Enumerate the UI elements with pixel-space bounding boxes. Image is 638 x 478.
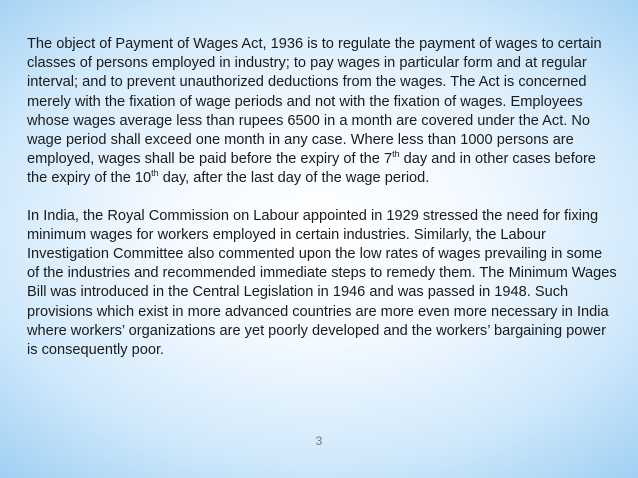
ordinal-suffix: th [392,149,400,160]
paragraph-1-text-a: The object of Payment of Wages Act, 1936 is to regulate the payment of wages to certain classes of persons employed in industry; to pay wages in particular form and at regular interval; and to prevent unauthorized deductions from the wages. The Act is concerned merely with the fixation of wage periods and not with the fixation of wages. Employees whose wages average less than rupees 6500 in a month are covered under the Act. No wage period shall exceed one month in any case. Where less than 1000 persons are employed, wages shall be paid before the expiry of the 7 [27,36,602,168]
page-number: 3 [315,434,323,448]
slide-body [27,35,617,360]
paragraph-1-text-c: day, after the last day of the wage period. [158,170,430,187]
paragraph-1-text-b: day and in other cases before the expiry of the 10 [27,151,596,187]
paragraph-payment-of-wages-act [27,35,617,189]
paragraph-minimum-wages: In India, the Royal Commission on Labour appointed in 1929 stressed the need for fixing minimum wages for workers employed in certain industries. Similarly, the Labour Investigation Committee also commented upon the low rates of wages prevailing in some of the industries and recommended immediate steps to remedy them. The Minimum Wages Bill was introduced in the Central Legislation in 1946 and was passed in 1948. Such provisions which exist in more advanced countries are more even more necessary in India where workers’ organizations are yet poorly developed and the workers’ bargaining power is consequently poor. [27,207,617,359]
ordinal-suffix: th [151,168,159,179]
